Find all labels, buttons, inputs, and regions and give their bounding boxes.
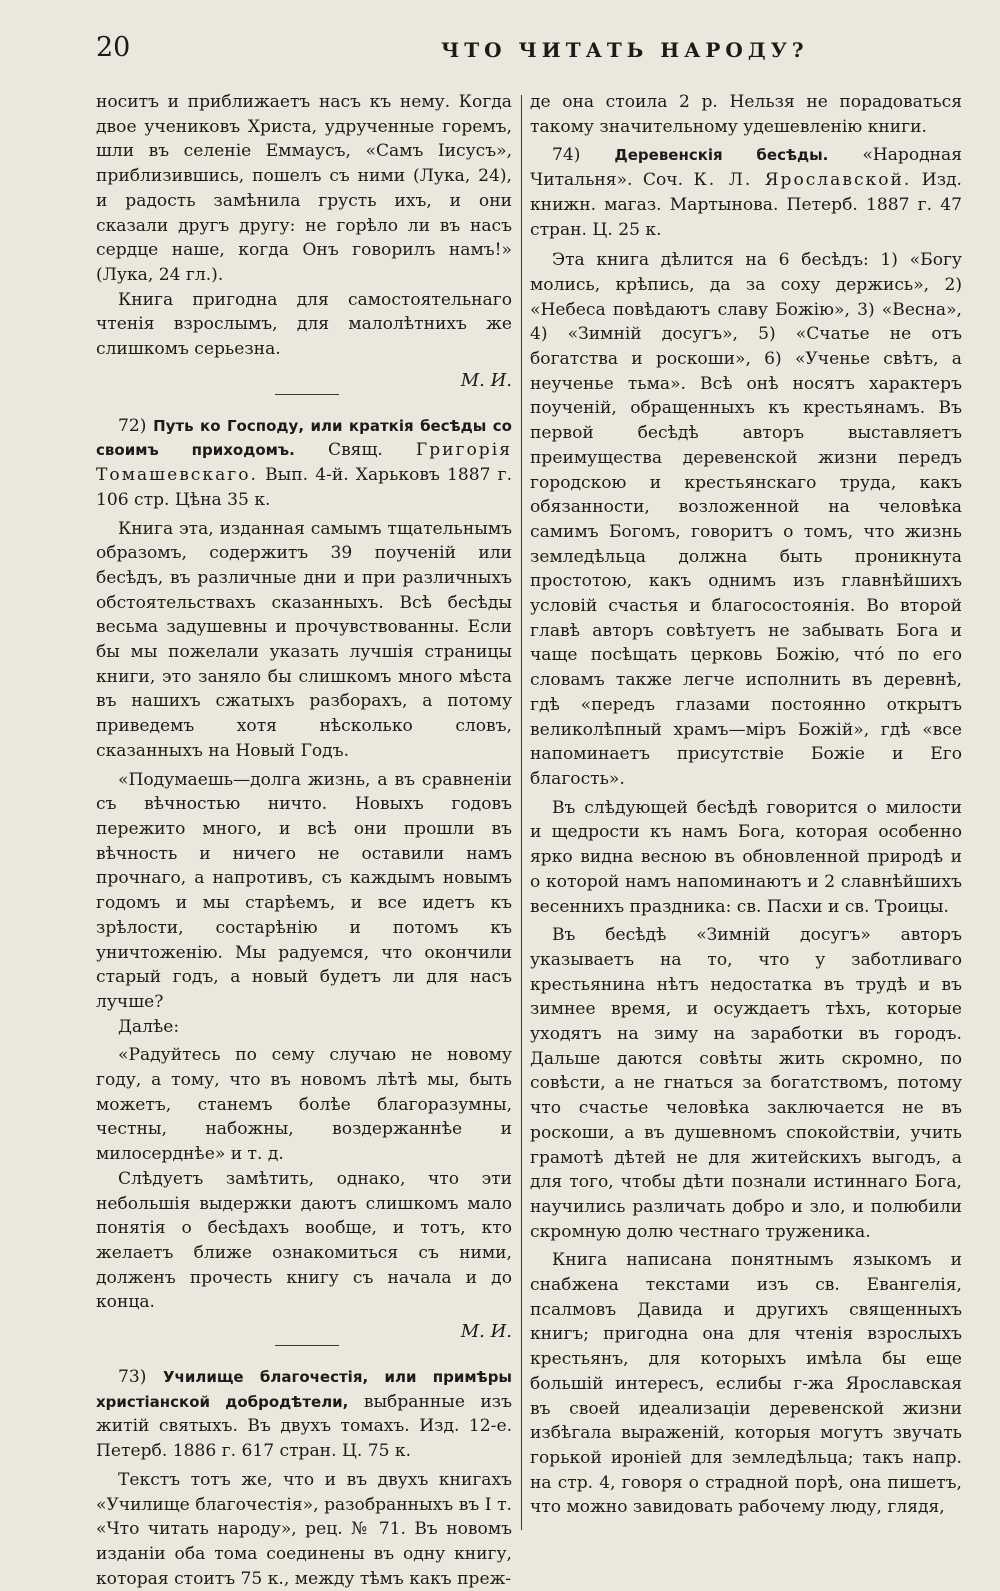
review-entry-73	[96, 1365, 512, 1464]
entry-meta: Свящ.	[327, 440, 383, 461]
paragraph: Эта книга дѣлится на 6 бесѣдъ: 1) «Богу молись, крѣпись, да за соху держись», 2) «Небеса повѣдаютъ славу Божію», 3) «Весна», 4) «Зимній досугъ», 5) «Счатье не отъ богатства и роскоши», 6) «Ученье свѣтъ, а неученье тьма». Всѣ онѣ носятъ характеръ поученій, обращенныхъ къ крестьянамъ. Въ первой бесѣдѣ авторъ выставляетъ преимущества деревенской жизни передъ городскою и крестьянскаго труда, какъ обязанности, возложенной на человѣка самимъ Богомъ, говоритъ о томъ, что жизнь земледѣльца должна быть проникнута простотою, какъ однимъ изъ главнѣйшихъ условій счастья и благосостоянія. Во второй главѣ авторъ совѣтуетъ не забывать Бога и чаще посѣщать церковь Божію, чтó по его словамъ также легче исполнить въ деревнѣ, гдѣ «передъ глазами постоянно открытъ великолѣпный храмъ—міръ Божій», гдѣ «все напоминаетъ присутствіе Божіе и Его благость».	[530, 250, 962, 789]
separator-rule	[275, 1345, 339, 1346]
entry-number: 72)	[118, 415, 147, 436]
paragraph: Текстъ тотъ же, что и въ двухъ книгахъ «Училище благочестія», разобранныхъ въ І т. «Что читать народу», рец. № 71. Въ новомъ изданіи оба тома соединены въ одну книгу, которая стоитъ 75 к., между тѣмъ какъ преж-	[96, 1469, 512, 1589]
paragraph: носитъ и приближаетъ насъ къ нему. Когда двое учениковъ Христа, удрученные горемъ, шли въ селеніе Еммаусъ, «Самъ Іисусъ», приблизившись, пошелъ съ ними (Лука, 24), и радость замѣнила грусть ихъ, и они сказали другъ другу: не горѣло ли въ насъ сердце наше, когда Онъ говорилъ намъ!» (Лука, 24 гл.).	[96, 92, 512, 285]
separator	[96, 362, 512, 378]
entry-meta: Изд. книжн. магаз. Мартынова. Петерб. 1887 г. 47 стран. Ц. 25 к.	[530, 170, 962, 240]
entry-meta: «Народная Читальня». Соч.	[530, 145, 963, 191]
paragraph: Въ бесѣдѣ «Зимній досугъ» авторъ указываетъ на то, что у заботливаго крестьянина нѣтъ недостатка въ трудѣ и въ зимнее время, и осуждаетъ тѣхъ, которые уходятъ на зиму на заработки въ городъ. Дальше даются совѣты жить скромно, по совѣсти, а не гнаться за богатствомъ, потому что счастье человѣка заключается не въ роскоши, а въ душевномъ спокойствіи, учить грамотѣ дѣтей не для житейскихъ выгодъ, а для того, чтобы дѣти познали истиннаго Бога, научились различать добро и зло, и полюбили скромную долю честнаго труженика.	[530, 925, 962, 1242]
paragraph: Книга написана понятнымъ языкомъ и снабжена текстами изъ св. Евангелія, псалмовъ Давида и другихъ священныхъ книгъ; пригодна она для чтенія взрослыхъ крестьянъ, для которыхъ имѣла бы еще большій интересъ, еслибы г-жа Ярославская въ своей идеализаціи деревенской жизни избѣгала выраженій, которыя могутъ звучать горькой иронiей для земледѣльца; такъ напр. на стр. 4, говоря о страдной порѣ, она пишетъ, что можно завидовать рабочему люду, глядя,	[530, 1250, 962, 1518]
entry-meta: выбранные изъ житій святыхъ. Въ двухъ томахъ. Изд. 12-е. Петерб. 1886 г. 617 стран. Ц. 75 к.	[96, 1391, 513, 1462]
entry-number: 74)	[552, 145, 581, 166]
entry-meta: Вып. 4-й. Харьковъ 1887 г. 106 стр. Цѣна 35 к.	[96, 465, 512, 510]
entry-author: К. Л. Ярославской.	[693, 170, 912, 191]
entry-author: Григорія Томашевскаго.	[96, 440, 512, 486]
review-entry-72	[96, 414, 512, 513]
paragraph: «Подумаешь—долга жизнь, а въ сравненіи съ вѣчностью ничто. Новыхъ годовъ пережито много, и всѣ они прошли въ вѣчность и ничего не оставили намъ прочнаго, а напротивъ, съ каждымъ новымъ годомъ и мы старѣемъ, и все идетъ къ зрѣлости, состарѣнію и потомъ къ уничтоженію. Мы радуемся, что окончили старый годъ, а новый будетъ ли для насъ лучше?	[96, 769, 512, 1012]
paragraph: Въ слѣдующей бесѣдѣ говорится о милости и щедрости къ намъ Бога, которая особенно ярко видна весною въ обновленной природѣ и о которой намъ напоминаютъ и 2 славнѣйшихъ весеннихъ праздника: св. Пасхи и св. Троицы.	[530, 797, 962, 917]
column-divider	[521, 95, 522, 1530]
running-title: ЧТО ЧИТАТЬ НАРОДУ?	[441, 38, 809, 62]
entry-number: 73)	[118, 1367, 147, 1388]
paragraph: «Радуйтесь по сему случаю не новому году, а тому, что въ новомъ лѣтѣ мы, быть можетъ, станемъ болѣе благоразумны, честны, набожны, воздержаннѣе и милосерднѣе» и т. д.	[96, 1045, 512, 1165]
signature: М. И.	[460, 1321, 512, 1343]
page-header	[96, 30, 960, 72]
paragraph: де она стоила 2 р. Нельзя не порадоваться такому значительному удешевленію книги.	[530, 92, 962, 137]
signature: М. И.	[460, 369, 512, 391]
entry-title: Путь ко Господу, или краткія бесѣды со своимъ приходомъ.	[96, 416, 512, 460]
paragraph: Книга пригодна для самостоятельнаго чтенія взрослымъ, для малолѣтнихъ же слишкомъ серьезна.	[96, 289, 512, 360]
page-number: 20	[96, 32, 131, 63]
separator-rule	[275, 394, 339, 395]
paragraph: Книга эта, изданная самымъ тщательнымъ образомъ, содержитъ 39 поученій или бесѣдъ, въ различные дни и при различныхъ обстоятельствахъ сказанныхъ. Всѣ бесѣды весьма задушевны и прочувствованны. Если бы мы пожелали указать лучшія страницы книги, это заняло бы слишкомъ много мѣста въ нашихъ сжатыхъ разборахъ, а потому приведемъ хотя нѣсколько словъ, сказанныхъ на Новый Годъ.	[96, 518, 512, 761]
paragraph: Далѣе:	[118, 1016, 180, 1037]
left-column	[96, 90, 512, 1591]
entry-title: Училище благочестія, или примѣры христіанской добродѣтели,	[96, 1368, 512, 1411]
review-entry-74	[530, 143, 962, 242]
right-column	[530, 90, 962, 1520]
entry-title: Деревенскія бесѣды.	[614, 146, 829, 165]
paragraph: Слѣдуетъ замѣтить, однако, что эти небольшія выдержки даютъ слишкомъ мало понятія о бесѣдахъ вообще, и тотъ, кто желаетъ ближе ознакомиться съ ними, долженъ прочесть книгу съ начала и до конца.	[96, 1168, 512, 1313]
separator	[96, 1315, 512, 1329]
